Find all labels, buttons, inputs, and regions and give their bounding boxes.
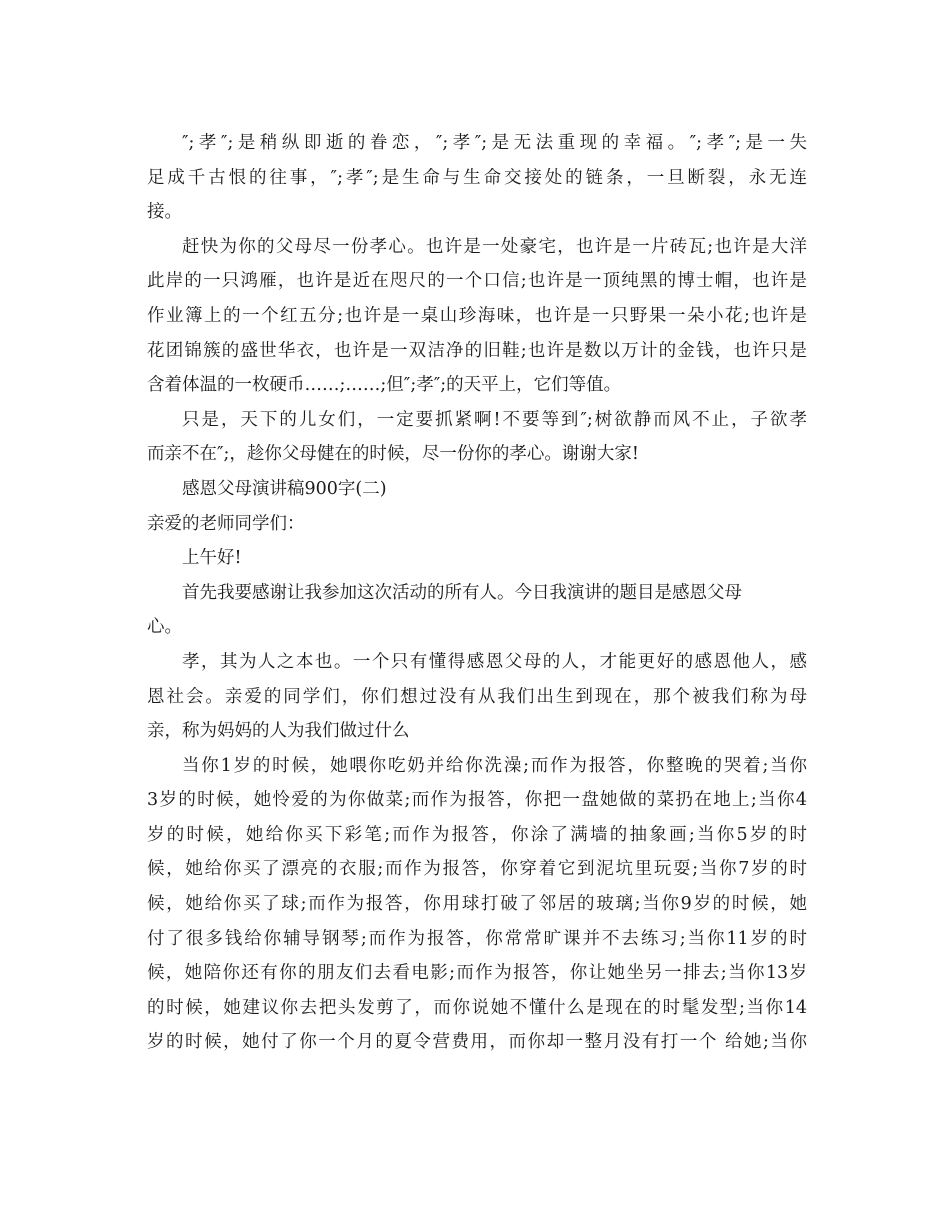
text-line: 心。	[147, 617, 182, 638]
text-line: 候，她给你买了漂亮的衣服;而作为报答，你穿着它到泥坑里玩耍;当你7岁的时	[147, 859, 807, 880]
text-line: ″;孝″;是稍纵即逝的眷恋，″;孝″;是无法重现的幸福。″;孝″;是一失	[182, 133, 807, 153]
text-line: 候，她给你买了球;而作为报答，你用球打破了邻居的玻璃;当你9岁的时候，她	[147, 894, 807, 915]
text-line: 只是，天下的儿女们，一定要抓紧啊!不要等到″;树欲静而风不止，子欲孝	[182, 409, 807, 430]
text-line: 恩社会。亲爱的同学们，你们想过没有从我们出生到现在，那个被我们称为母	[147, 686, 807, 707]
text-line: 亲，称为妈妈的人为我们做过什么	[147, 721, 410, 742]
text-line: 赶快为你的父母尽一份孝心。也许是一处豪宅，也许是一片砖瓦;也许是大洋	[182, 236, 807, 257]
text-line: 孝，其为人之本也。一个只有懂得感恩父母的人，才能更好的感恩他人，感	[182, 651, 807, 672]
text-line: 而亲不在″;，趁你父母健在的时候，尽一份你的孝心。谢谢大家!	[147, 444, 639, 465]
text-line: 亲爱的老师同学们：	[147, 513, 305, 534]
text-line: 岁的时候，她付了你一个月的夏令营费用，而你却一整月没有打一个 给她;当你	[147, 1032, 807, 1053]
text-line: 作业簿上的一个红五分;也许是一桌山珍海味，也许是一只野果一朵小花;也许是	[147, 305, 807, 326]
document-body	[147, 126, 807, 1060]
text-line: 含着体温的一枚硬币……;……;但″;孝″;的天平上，它们等值。	[147, 375, 622, 396]
text-line: 付了很多钱给你辅导钢琴;而作为报答，你常常旷课并不去练习;当你11岁的时	[147, 928, 807, 949]
text-line: 首先我要感谢让我参加这次活动的所有人。今日我演讲的题目是感恩父母	[182, 582, 742, 603]
text-line: 3岁的时候，她怜爱的为你做菜;而作为报答，你把一盘她做的菜扔在地上;当你4	[147, 790, 807, 811]
text-line: 的时候，她建议你去把头发剪了，而你说她不懂什么是现在的时髦发型;当你14	[147, 997, 807, 1018]
text-line: 候，她陪你还有你的朋友们去看电影;而作为报答，你让她坐另一排去;当你13岁	[147, 963, 807, 984]
text-line: 上午好!	[182, 548, 242, 569]
text-line: 此岸的一只鸿雁，也许是近在咫尺的一个口信;也许是一顶纯黑的博士帽，也许是	[147, 271, 807, 292]
text-line: 岁的时候，她给你买下彩笔;而作为报答，你涂了满墙的抽象画;当你5岁的时	[147, 824, 807, 845]
text-line: 花团锦簇的盛世华衣，也许是一双洁净的旧鞋;也许是数以万计的金钱，也许只是	[147, 340, 807, 361]
text-line: 接。	[147, 202, 182, 223]
text-line: 感恩父母演讲稿900字(二)	[182, 478, 387, 499]
text-line: 足成千古恨的往事，″;孝″;是生命与生命交接处的链条，一旦断裂，永无连	[147, 167, 807, 188]
text-line: 当你1岁的时候，她喂你吃奶并给你洗澡;而作为报答，你整晚的哭着;当你	[182, 755, 807, 776]
